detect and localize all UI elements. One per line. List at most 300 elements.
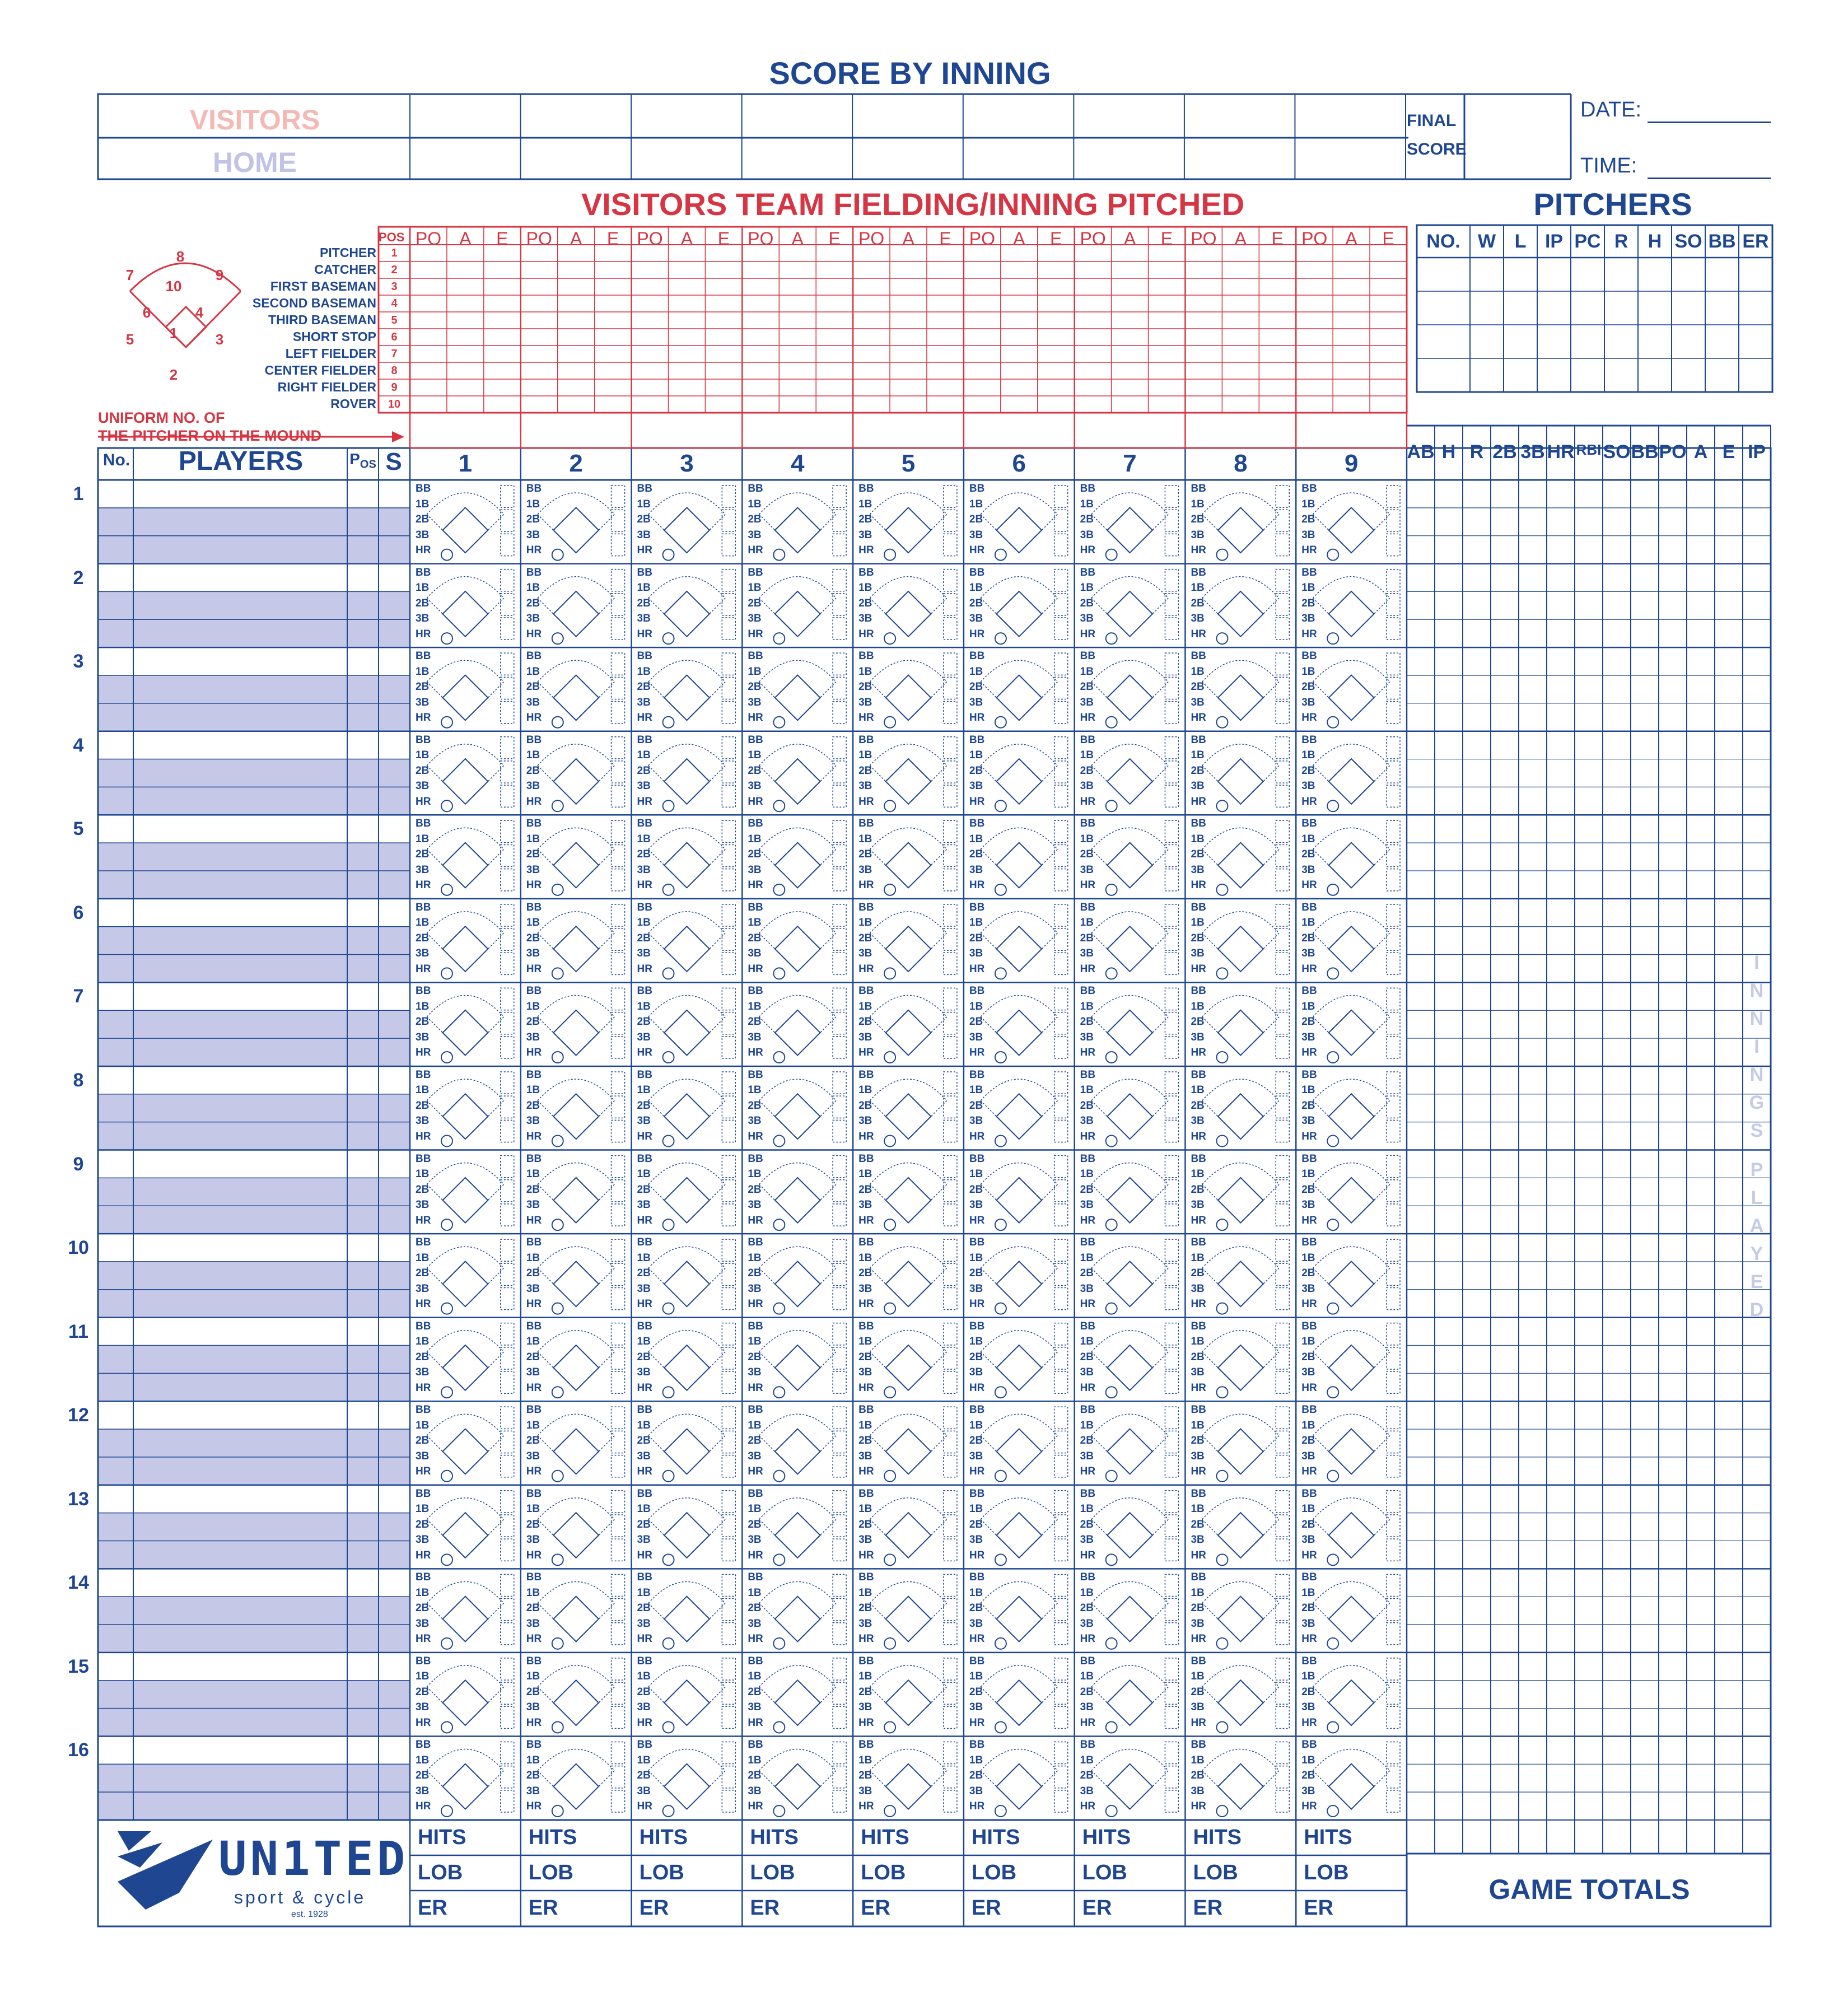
count-box — [1276, 1574, 1289, 1596]
foul-lines — [427, 1436, 503, 1452]
score-cell-diagram[interactable] — [1313, 1323, 1400, 1398]
score-cell-diagram[interactable] — [981, 1658, 1068, 1733]
base-diamond — [775, 1513, 820, 1558]
date-label: DATE: — [1580, 98, 1642, 122]
score-cell-diagram[interactable] — [870, 1491, 957, 1566]
score-cell-diagram[interactable] — [538, 1658, 625, 1733]
score-cell-diagram[interactable] — [759, 904, 847, 979]
score-cell-diagram[interactable] — [1313, 1742, 1400, 1817]
score-cell-diagram[interactable] — [981, 988, 1068, 1063]
score-cell-diagram[interactable] — [427, 1072, 514, 1147]
score-cell-diagram[interactable] — [1202, 486, 1290, 561]
score-cell-diagram[interactable] — [1091, 486, 1179, 561]
outfield-arc — [981, 660, 1057, 682]
score-cell-diagram[interactable] — [1313, 820, 1400, 895]
hr-circle — [441, 1387, 452, 1398]
score-cell-diagram[interactable] — [648, 1491, 736, 1566]
cell-label-hr: HR — [858, 1214, 874, 1226]
hr-circle — [884, 1219, 895, 1230]
score-cell-diagram[interactable] — [981, 1491, 1068, 1566]
score-cell-diagram[interactable] — [870, 737, 957, 812]
count-box — [833, 1156, 846, 1178]
count-box — [612, 953, 625, 974]
cell-label-bb: BB — [416, 1068, 431, 1081]
cell-label-bb: BB — [748, 1655, 763, 1667]
score-cell-diagram[interactable] — [538, 653, 625, 728]
score-cell-diagram[interactable] — [1202, 1574, 1290, 1649]
hr-circle — [552, 800, 563, 811]
score-cell-diagram[interactable] — [1202, 653, 1290, 728]
score-cell-diagram[interactable] — [1202, 1239, 1290, 1314]
score-cell-diagram[interactable] — [1091, 737, 1179, 812]
score-cell-diagram[interactable] — [1091, 1491, 1179, 1566]
cell-label-2b: 2B — [637, 1351, 651, 1363]
score-cell-diagram[interactable] — [1091, 1323, 1179, 1398]
score-cell-diagram[interactable] — [1091, 1072, 1179, 1147]
score-cell-diagram[interactable] — [981, 1742, 1068, 1817]
score-cell-diagram[interactable] — [648, 1742, 736, 1817]
score-cell-diagram[interactable] — [870, 1742, 957, 1817]
cell-label-3b: 3B — [416, 1617, 430, 1630]
hr-circle — [663, 968, 674, 979]
score-cell-diagram[interactable] — [1202, 820, 1290, 895]
count-box — [501, 570, 514, 591]
cell-label-hr: HR — [969, 963, 985, 975]
score-cell-diagram[interactable] — [1313, 904, 1400, 979]
score-cell-diagram[interactable] — [427, 1407, 514, 1482]
score-cell-diagram[interactable] — [1313, 1407, 1400, 1482]
cell-label-bb: BB — [748, 1152, 763, 1165]
score-cell-diagram[interactable] — [870, 1072, 957, 1147]
cell-label-hr: HR — [1191, 1633, 1206, 1645]
score-cell-diagram[interactable] — [759, 1658, 847, 1733]
hr-circle — [1327, 633, 1338, 644]
fielding-header-a: A — [791, 228, 804, 249]
score-cell-diagram[interactable] — [538, 1491, 625, 1566]
score-cell-diagram[interactable] — [1202, 737, 1290, 812]
score-cell-diagram[interactable] — [427, 820, 514, 895]
outfield-arc — [1091, 1247, 1168, 1268]
outfield-arc — [1202, 493, 1279, 514]
base-diamond — [1107, 1597, 1152, 1642]
cell-label-2b: 2B — [969, 1602, 983, 1614]
foul-lines — [427, 1268, 503, 1284]
hits-label: HITS — [861, 1826, 909, 1849]
score-cell-diagram[interactable] — [981, 1239, 1068, 1314]
score-cell-diagram[interactable] — [981, 737, 1068, 812]
cell-label-hr: HR — [416, 795, 431, 808]
cell-label-1b: 1B — [637, 1503, 651, 1515]
score-cell-diagram[interactable] — [981, 1156, 1068, 1231]
foul-lines — [427, 1184, 503, 1200]
cell-label-bb: BB — [1080, 1487, 1096, 1500]
outfield-arc — [427, 1749, 503, 1771]
count-box — [612, 869, 625, 891]
score-cell-diagram[interactable] — [1202, 570, 1290, 645]
score-cell-diagram[interactable] — [427, 1156, 514, 1231]
score-cell-diagram[interactable] — [759, 1156, 847, 1231]
score-cell-diagram[interactable] — [870, 1156, 957, 1231]
foul-lines — [759, 850, 836, 865]
count-box — [722, 534, 735, 556]
position-label: SHORT STOP — [292, 329, 376, 344]
cell-label-2b: 2B — [1301, 597, 1315, 609]
hr-circle — [1327, 1721, 1338, 1733]
outfield-arc — [648, 1498, 725, 1519]
score-cell-diagram[interactable] — [1091, 570, 1179, 645]
cell-label-2b: 2B — [748, 1686, 762, 1698]
score-cell-diagram[interactable] — [759, 1742, 847, 1817]
cell-label-2b: 2B — [1301, 1351, 1315, 1363]
hr-circle — [1106, 1303, 1117, 1314]
score-cell-diagram[interactable] — [1313, 1072, 1400, 1147]
cell-label-3b: 3B — [858, 696, 872, 708]
score-cell-diagram[interactable] — [538, 904, 625, 979]
score-cell-diagram[interactable] — [1313, 1156, 1400, 1231]
score-cell-diagram[interactable] — [648, 1658, 736, 1733]
cell-label-bb: BB — [748, 818, 763, 830]
score-cell-diagram[interactable] — [1091, 653, 1179, 728]
foul-lines — [870, 1184, 946, 1200]
score-cell-diagram[interactable] — [1202, 1323, 1290, 1398]
score-cell-diagram[interactable] — [648, 904, 736, 979]
score-cell-diagram[interactable] — [427, 1323, 514, 1398]
score-cell-diagram[interactable] — [1091, 988, 1179, 1063]
score-cell-diagram[interactable] — [981, 486, 1068, 561]
count-box — [722, 1204, 735, 1226]
stat-header-bb: BB — [1631, 441, 1659, 463]
score-cell-diagram[interactable] — [427, 1491, 514, 1566]
outfield-arc — [427, 1498, 503, 1519]
score-cell-diagram[interactable] — [648, 1239, 736, 1314]
score-cell-diagram[interactable] — [870, 653, 957, 728]
score-cell-diagram[interactable] — [648, 486, 736, 561]
score-cell-diagram[interactable] — [981, 1072, 1068, 1147]
cell-label-2b: 2B — [748, 848, 762, 861]
cell-label-bb: BB — [748, 1320, 763, 1332]
score-cell-diagram[interactable] — [981, 820, 1068, 895]
cell-label-3b: 3B — [858, 864, 872, 876]
stat-header-e: E — [1722, 441, 1735, 463]
score-cell-diagram[interactable] — [1313, 653, 1400, 728]
score-cell-diagram[interactable] — [870, 1407, 957, 1482]
count-box — [612, 988, 625, 1010]
score-cell-diagram[interactable] — [427, 1742, 514, 1817]
score-cell-diagram[interactable] — [1202, 1407, 1290, 1482]
score-cell-diagram[interactable] — [427, 486, 514, 561]
score-cell-diagram[interactable] — [1091, 1742, 1179, 1817]
outfield-arc — [1202, 744, 1279, 766]
score-cell-diagram[interactable] — [1091, 904, 1179, 979]
cell-label-3b: 3B — [1080, 1031, 1094, 1043]
score-cell-diagram[interactable] — [1313, 1491, 1400, 1566]
diagram-number: 2 — [169, 366, 178, 383]
cell-label-bb: BB — [748, 1236, 763, 1249]
score-cell-diagram[interactable] — [759, 486, 847, 561]
count-box — [1276, 1790, 1289, 1812]
score-cell-diagram[interactable] — [538, 1323, 625, 1398]
count-box — [501, 988, 514, 1010]
cell-label-hr: HR — [1191, 963, 1206, 975]
count-box — [722, 1156, 735, 1178]
foul-lines — [870, 1603, 946, 1619]
count-box — [1165, 869, 1178, 891]
score-cell-diagram[interactable] — [759, 1574, 847, 1649]
inning-header: 4 — [790, 450, 805, 477]
foul-lines — [538, 1603, 614, 1619]
cell-label-bb: BB — [1080, 650, 1096, 662]
score-cell-diagram[interactable] — [427, 1574, 514, 1649]
score-cell-diagram[interactable] — [427, 1658, 514, 1733]
score-cell-diagram[interactable] — [870, 988, 957, 1063]
score-cell-diagram[interactable] — [648, 1156, 736, 1231]
score-cell-diagram[interactable] — [538, 737, 625, 812]
cell-label-3b: 3B — [969, 1031, 983, 1043]
outfield-arc — [648, 744, 725, 766]
score-cell-diagram[interactable] — [759, 1072, 847, 1147]
score-cell-diagram[interactable] — [1313, 1658, 1400, 1733]
score-cell-diagram[interactable] — [427, 904, 514, 979]
hr-circle — [1327, 968, 1338, 979]
cell-label-bb: BB — [526, 650, 542, 662]
score-cell-diagram[interactable] — [648, 1574, 736, 1649]
cell-label-hr: HR — [1080, 1382, 1096, 1394]
count-box — [612, 1742, 625, 1763]
diagram-number: 1 — [169, 325, 178, 342]
cell-label-3b: 3B — [748, 1282, 762, 1295]
score-cell-diagram[interactable] — [870, 570, 957, 645]
cell-label-hr: HR — [526, 1298, 542, 1310]
score-cell-diagram[interactable] — [759, 570, 847, 645]
hr-circle — [1327, 800, 1338, 811]
cell-label-2b: 2B — [1080, 932, 1094, 944]
score-cell-diagram[interactable] — [759, 653, 847, 728]
count-box — [1054, 534, 1068, 556]
score-cell-diagram[interactable] — [648, 737, 736, 812]
base-diamond — [996, 507, 1042, 553]
hr-circle — [773, 1387, 785, 1398]
cell-label-2b: 2B — [1301, 764, 1315, 777]
cell-label-2b: 2B — [1080, 1183, 1094, 1196]
cell-label-1b: 1B — [526, 498, 540, 510]
hits-label: HITS — [1082, 1826, 1131, 1849]
score-cell-diagram[interactable] — [1091, 1407, 1179, 1482]
score-cell-diagram[interactable] — [538, 1407, 625, 1482]
cell-label-3b: 3B — [637, 864, 651, 876]
score-cell-diagram[interactable] — [538, 1574, 625, 1649]
hr-circle — [1327, 1219, 1338, 1230]
score-cell-diagram[interactable] — [1313, 988, 1400, 1063]
count-box — [1276, 1204, 1289, 1226]
foul-lines — [427, 1687, 503, 1702]
score-cell-diagram[interactable] — [870, 486, 957, 561]
cell-label-bb: BB — [526, 734, 542, 746]
score-cell-diagram[interactable] — [648, 1323, 736, 1398]
score-cell-diagram[interactable] — [870, 1239, 957, 1314]
stat-header-rbi: RBI — [1576, 441, 1602, 458]
cell-label-bb: BB — [637, 1739, 652, 1751]
cell-label-2b: 2B — [526, 681, 540, 693]
score-cell-diagram[interactable] — [648, 820, 736, 895]
score-cell-diagram[interactable] — [427, 1239, 514, 1314]
count-box — [944, 1072, 957, 1094]
foul-lines — [1202, 1519, 1279, 1535]
vertical-letter: I — [1754, 1036, 1760, 1057]
score-cell-diagram[interactable] — [427, 653, 514, 728]
base-diamond — [1107, 1680, 1152, 1725]
hr-circle — [884, 1303, 895, 1314]
cell-label-2b: 2B — [858, 1351, 872, 1363]
score-cell-diagram[interactable] — [759, 988, 847, 1063]
cell-label-2b: 2B — [1191, 1267, 1205, 1280]
score-cell-diagram[interactable] — [870, 1323, 957, 1398]
score-cell-diagram[interactable] — [981, 1323, 1068, 1398]
score-cell-diagram[interactable] — [870, 904, 957, 979]
score-cell-diagram[interactable] — [981, 653, 1068, 728]
hr-circle — [1216, 1387, 1228, 1398]
outfield-arc — [759, 1247, 836, 1268]
count-box — [722, 1658, 735, 1680]
cell-label-2b: 2B — [969, 932, 983, 944]
score-cell-diagram[interactable] — [538, 988, 625, 1063]
score-cell-diagram[interactable] — [759, 737, 847, 812]
cell-label-1b: 1B — [748, 917, 762, 929]
score-cell-diagram[interactable] — [1313, 737, 1400, 812]
count-box — [1276, 988, 1289, 1010]
hr-circle — [1106, 1554, 1117, 1565]
count-box — [1387, 1407, 1400, 1429]
pitcher-header-er: ER — [1742, 231, 1769, 252]
count-box — [1276, 1072, 1289, 1094]
outfield-arc — [870, 744, 946, 766]
foul-lines — [538, 1017, 614, 1033]
cell-label-bb: BB — [637, 985, 652, 997]
score-cell-diagram[interactable] — [1091, 820, 1179, 895]
score-cell-diagram[interactable] — [1313, 1574, 1400, 1649]
score-cell-diagram[interactable] — [1313, 486, 1400, 561]
score-cell-diagram[interactable] — [870, 1658, 957, 1733]
score-label: SCORE — [1407, 140, 1467, 158]
cell-label-bb: BB — [637, 1404, 652, 1416]
cell-label-2b: 2B — [526, 1351, 540, 1363]
foul-lines — [759, 1017, 836, 1033]
count-box — [1054, 988, 1068, 1010]
score-cell-diagram[interactable] — [648, 1072, 736, 1147]
score-cell-diagram[interactable] — [870, 820, 957, 895]
hr-circle — [1327, 1554, 1338, 1565]
count-box — [944, 1037, 957, 1058]
cell-label-1b: 1B — [416, 1419, 430, 1431]
hits-label: HITS — [971, 1826, 1020, 1849]
score-cell-diagram[interactable] — [648, 988, 736, 1063]
cell-label-hr: HR — [637, 544, 652, 557]
cell-label-1b: 1B — [637, 582, 651, 594]
score-cell-diagram[interactable] — [427, 737, 514, 812]
score-cell-diagram[interactable] — [1313, 570, 1400, 645]
cell-label-3b: 3B — [526, 1366, 540, 1379]
score-cell-diagram[interactable] — [648, 1407, 736, 1482]
cell-label-2b: 2B — [969, 1686, 983, 1698]
cell-label-3b: 3B — [526, 1199, 540, 1211]
base-diamond — [775, 1345, 820, 1390]
count-box — [612, 486, 625, 507]
score-cell-diagram[interactable] — [538, 1239, 625, 1314]
score-cell-diagram[interactable] — [538, 1742, 625, 1817]
cell-label-3b: 3B — [858, 780, 872, 792]
score-cell-diagram[interactable] — [538, 1156, 625, 1231]
score-cell-diagram[interactable] — [1202, 1072, 1290, 1147]
score-cell-diagram[interactable] — [427, 570, 514, 645]
score-cell-diagram[interactable] — [1202, 904, 1290, 979]
position-number: 3 — [391, 281, 398, 293]
hr-circle — [884, 1638, 895, 1649]
cell-label-bb: BB — [416, 985, 431, 997]
score-cell-diagram[interactable] — [648, 570, 736, 645]
foul-lines — [648, 1603, 725, 1619]
score-cell-diagram[interactable] — [1091, 1574, 1179, 1649]
score-cell-diagram[interactable] — [1202, 1491, 1290, 1566]
count-box — [501, 1204, 514, 1226]
score-cell-diagram[interactable] — [981, 904, 1068, 979]
score-cell-diagram[interactable] — [538, 570, 625, 645]
score-cell-diagram[interactable] — [759, 1407, 847, 1482]
cell-label-bb: BB — [748, 483, 763, 494]
count-box — [612, 1323, 625, 1345]
score-cell-diagram[interactable] — [1202, 1658, 1290, 1733]
score-cell-diagram[interactable] — [981, 1407, 1068, 1482]
cell-label-3b: 3B — [858, 1701, 872, 1714]
base-diamond — [553, 1094, 599, 1139]
score-cell-diagram[interactable] — [648, 653, 736, 728]
score-cell-diagram[interactable] — [1091, 1156, 1179, 1231]
hr-circle — [1106, 549, 1117, 561]
count-box — [1054, 1239, 1068, 1261]
score-cell-diagram[interactable] — [538, 1072, 625, 1147]
score-cell-diagram[interactable] — [1091, 1658, 1179, 1733]
cell-label-1b: 1B — [858, 1754, 872, 1766]
cell-label-bb: BB — [1301, 901, 1317, 913]
score-cell-diagram[interactable] — [538, 486, 625, 561]
score-cell-diagram[interactable] — [1091, 1239, 1179, 1314]
cell-label-hr: HR — [748, 1716, 763, 1729]
score-cell-diagram[interactable] — [759, 820, 847, 895]
cell-label-hr: HR — [1191, 1549, 1206, 1561]
count-box — [722, 1623, 735, 1645]
outfield-arc — [759, 995, 836, 1016]
score-cell-diagram[interactable] — [870, 1574, 957, 1649]
score-cell-diagram[interactable] — [1202, 1742, 1290, 1817]
score-cell-diagram[interactable] — [1202, 1156, 1290, 1231]
foul-lines — [1091, 1184, 1168, 1200]
hr-circle — [773, 1721, 785, 1733]
score-cell-diagram[interactable] — [759, 1491, 847, 1566]
count-box — [944, 737, 957, 759]
hr-circle — [552, 1471, 563, 1482]
foul-lines — [1202, 682, 1279, 698]
score-cell-diagram[interactable] — [1313, 1239, 1400, 1314]
score-cell-diagram[interactable] — [981, 570, 1068, 645]
cell-label-1b: 1B — [748, 1084, 762, 1096]
score-cell-diagram[interactable] — [1202, 988, 1290, 1063]
score-cell-diagram[interactable] — [759, 1239, 847, 1314]
score-cell-diagram[interactable] — [538, 820, 625, 895]
outfield-arc — [1313, 1581, 1389, 1603]
score-cell-diagram[interactable] — [759, 1323, 847, 1398]
score-cell-diagram[interactable] — [427, 988, 514, 1063]
hr-circle — [1106, 1136, 1117, 1147]
score-cell-diagram[interactable] — [981, 1574, 1068, 1649]
brand-tagline: sport & cycle — [234, 1887, 366, 1907]
